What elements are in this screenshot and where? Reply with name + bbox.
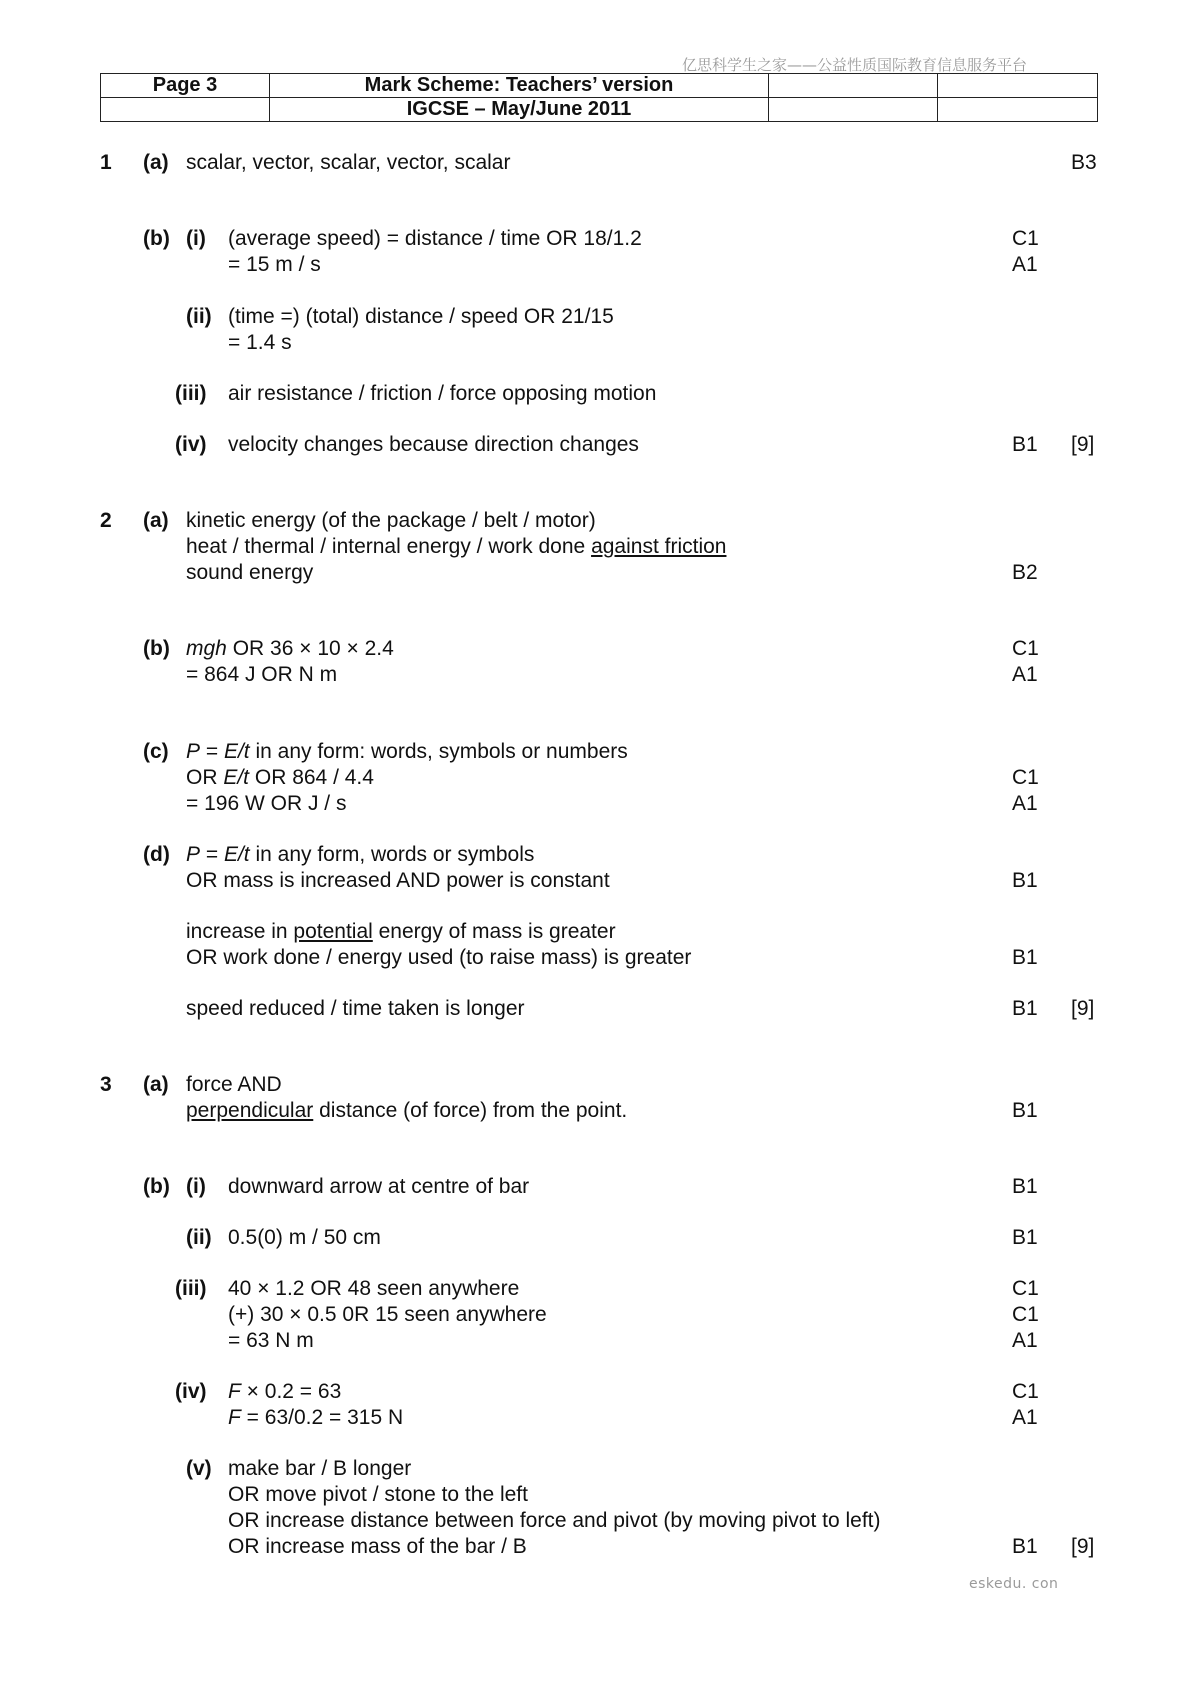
header-empty-cell [769,74,938,98]
answer-line: OR mass is increased AND power is constant [186,869,610,892]
subpart-label: (v) [186,1457,212,1480]
watermark-bottom: eskedu. con [969,1576,1059,1592]
answer-line: scalar, vector, scalar, vector, scalar [186,151,511,174]
mark: B1 [1012,1175,1038,1198]
mark: B1 [1012,433,1038,456]
answer-line: OR increase distance between force and pivot (by moving pivot to left) [228,1509,881,1532]
total-mark: [9] [1071,433,1095,456]
answer-line: sound energy [186,561,314,584]
answer-line: speed reduced / time taken is longer [186,997,525,1020]
question-number: 3 [100,1073,112,1096]
header-exam: IGCSE – May/June 2011 [270,98,769,122]
subpart-label: (ii) [186,305,212,328]
subpart-label: (ii) [186,1226,212,1249]
part-label: (a) [143,1073,169,1096]
answer-line: make bar / B longer [228,1457,412,1480]
total-mark: [9] [1071,1535,1095,1558]
answer-line: increase in potential energy of mass is greater [186,920,616,943]
header-empty-cell [101,98,270,122]
answer-line: 40 × 1.2 OR 48 seen anywhere [228,1277,520,1300]
answer-line: = 15 m / s [228,253,321,276]
answer-line: (+) 30 × 0.5 0R 15 seen anywhere [228,1303,547,1326]
part-label: (c) [143,740,169,763]
subpart-label: (iv) [175,1380,207,1403]
answer-line: (time =) (total) distance / speed OR 21/15 [228,305,614,328]
mark: A1 [1012,663,1038,686]
total-mark: [9] [1071,997,1095,1020]
mark: B1 [1012,1226,1038,1249]
answer-line: = 864 J OR N m [186,663,338,686]
mark: B1 [1012,997,1038,1020]
mark: C1 [1012,227,1039,250]
question-number: 1 [100,151,112,174]
header-empty-cell [938,74,1098,98]
watermark-top: 亿思科学生之家——公益性质国际教育信息服务平台 [682,56,1028,74]
answer-line: P = E/t in any form, words or symbols [186,843,535,866]
mark: B1 [1012,869,1038,892]
header-table [100,73,1098,122]
header-empty-cell [938,98,1098,122]
mark: B1 [1012,946,1038,969]
mark: C1 [1012,766,1039,789]
answer-line: (average speed) = distance / time OR 18/1.2 [228,227,642,250]
part-label: (b) [143,1175,170,1198]
answer-line: force AND [186,1073,282,1096]
page-number: Page 3 [101,74,270,98]
subpart-label: (iv) [175,433,207,456]
subpart-label: (iii) [175,1277,207,1300]
part-label: (d) [143,843,170,866]
subpart-label: (i) [186,1175,206,1198]
mark: A1 [1012,1329,1038,1352]
answer-line: OR move pivot / stone to the left [228,1483,528,1506]
subpart-label: (iii) [175,382,207,405]
answer-line: OR E/t OR 864 / 4.4 [186,766,374,789]
part-label: (b) [143,227,170,250]
part-label: (a) [143,509,169,532]
mark: B3 [1071,151,1097,174]
answer-line: OR increase mass of the bar / B [228,1535,527,1558]
mark: B2 [1012,561,1038,584]
mark: B1 [1012,1099,1038,1122]
answer-line: 0.5(0) m / 50 cm [228,1226,381,1249]
header-title: Mark Scheme: Teachers’ version [270,74,769,98]
header-empty-cell [769,98,938,122]
answer-line: OR work done / energy used (to raise mass) is greater [186,946,692,969]
answer-line: kinetic energy (of the package / belt / motor) [186,509,596,532]
answer-line: = 196 W OR J / s [186,792,347,815]
mark: C1 [1012,637,1039,660]
mark: C1 [1012,1380,1039,1403]
answer-line: = 63 N m [228,1329,314,1352]
answer-line: F × 0.2 = 63 [228,1380,342,1403]
mark: A1 [1012,1406,1038,1429]
mark: A1 [1012,792,1038,815]
mark: B1 [1012,1535,1038,1558]
answer-line: P = E/t in any form: words, symbols or numbers [186,740,628,763]
question-number: 2 [100,509,112,532]
part-label: (a) [143,151,169,174]
answer-line: heat / thermal / internal energy / work done against friction [186,535,727,558]
answer-line: downward arrow at centre of bar [228,1175,530,1198]
mark: C1 [1012,1277,1039,1300]
answer-line: mgh OR 36 × 10 × 2.4 [186,637,394,660]
mark: A1 [1012,253,1038,276]
answer-line: F = 63/0.2 = 315 N [228,1406,404,1429]
answer-line: velocity changes because direction changes [228,433,639,456]
mark: C1 [1012,1303,1039,1326]
answer-line: perpendicular distance (of force) from the point. [186,1099,628,1122]
answer-line: air resistance / friction / force opposing motion [228,382,657,405]
subpart-label: (i) [186,227,206,250]
part-label: (b) [143,637,170,660]
answer-line: = 1.4 s [228,331,292,354]
